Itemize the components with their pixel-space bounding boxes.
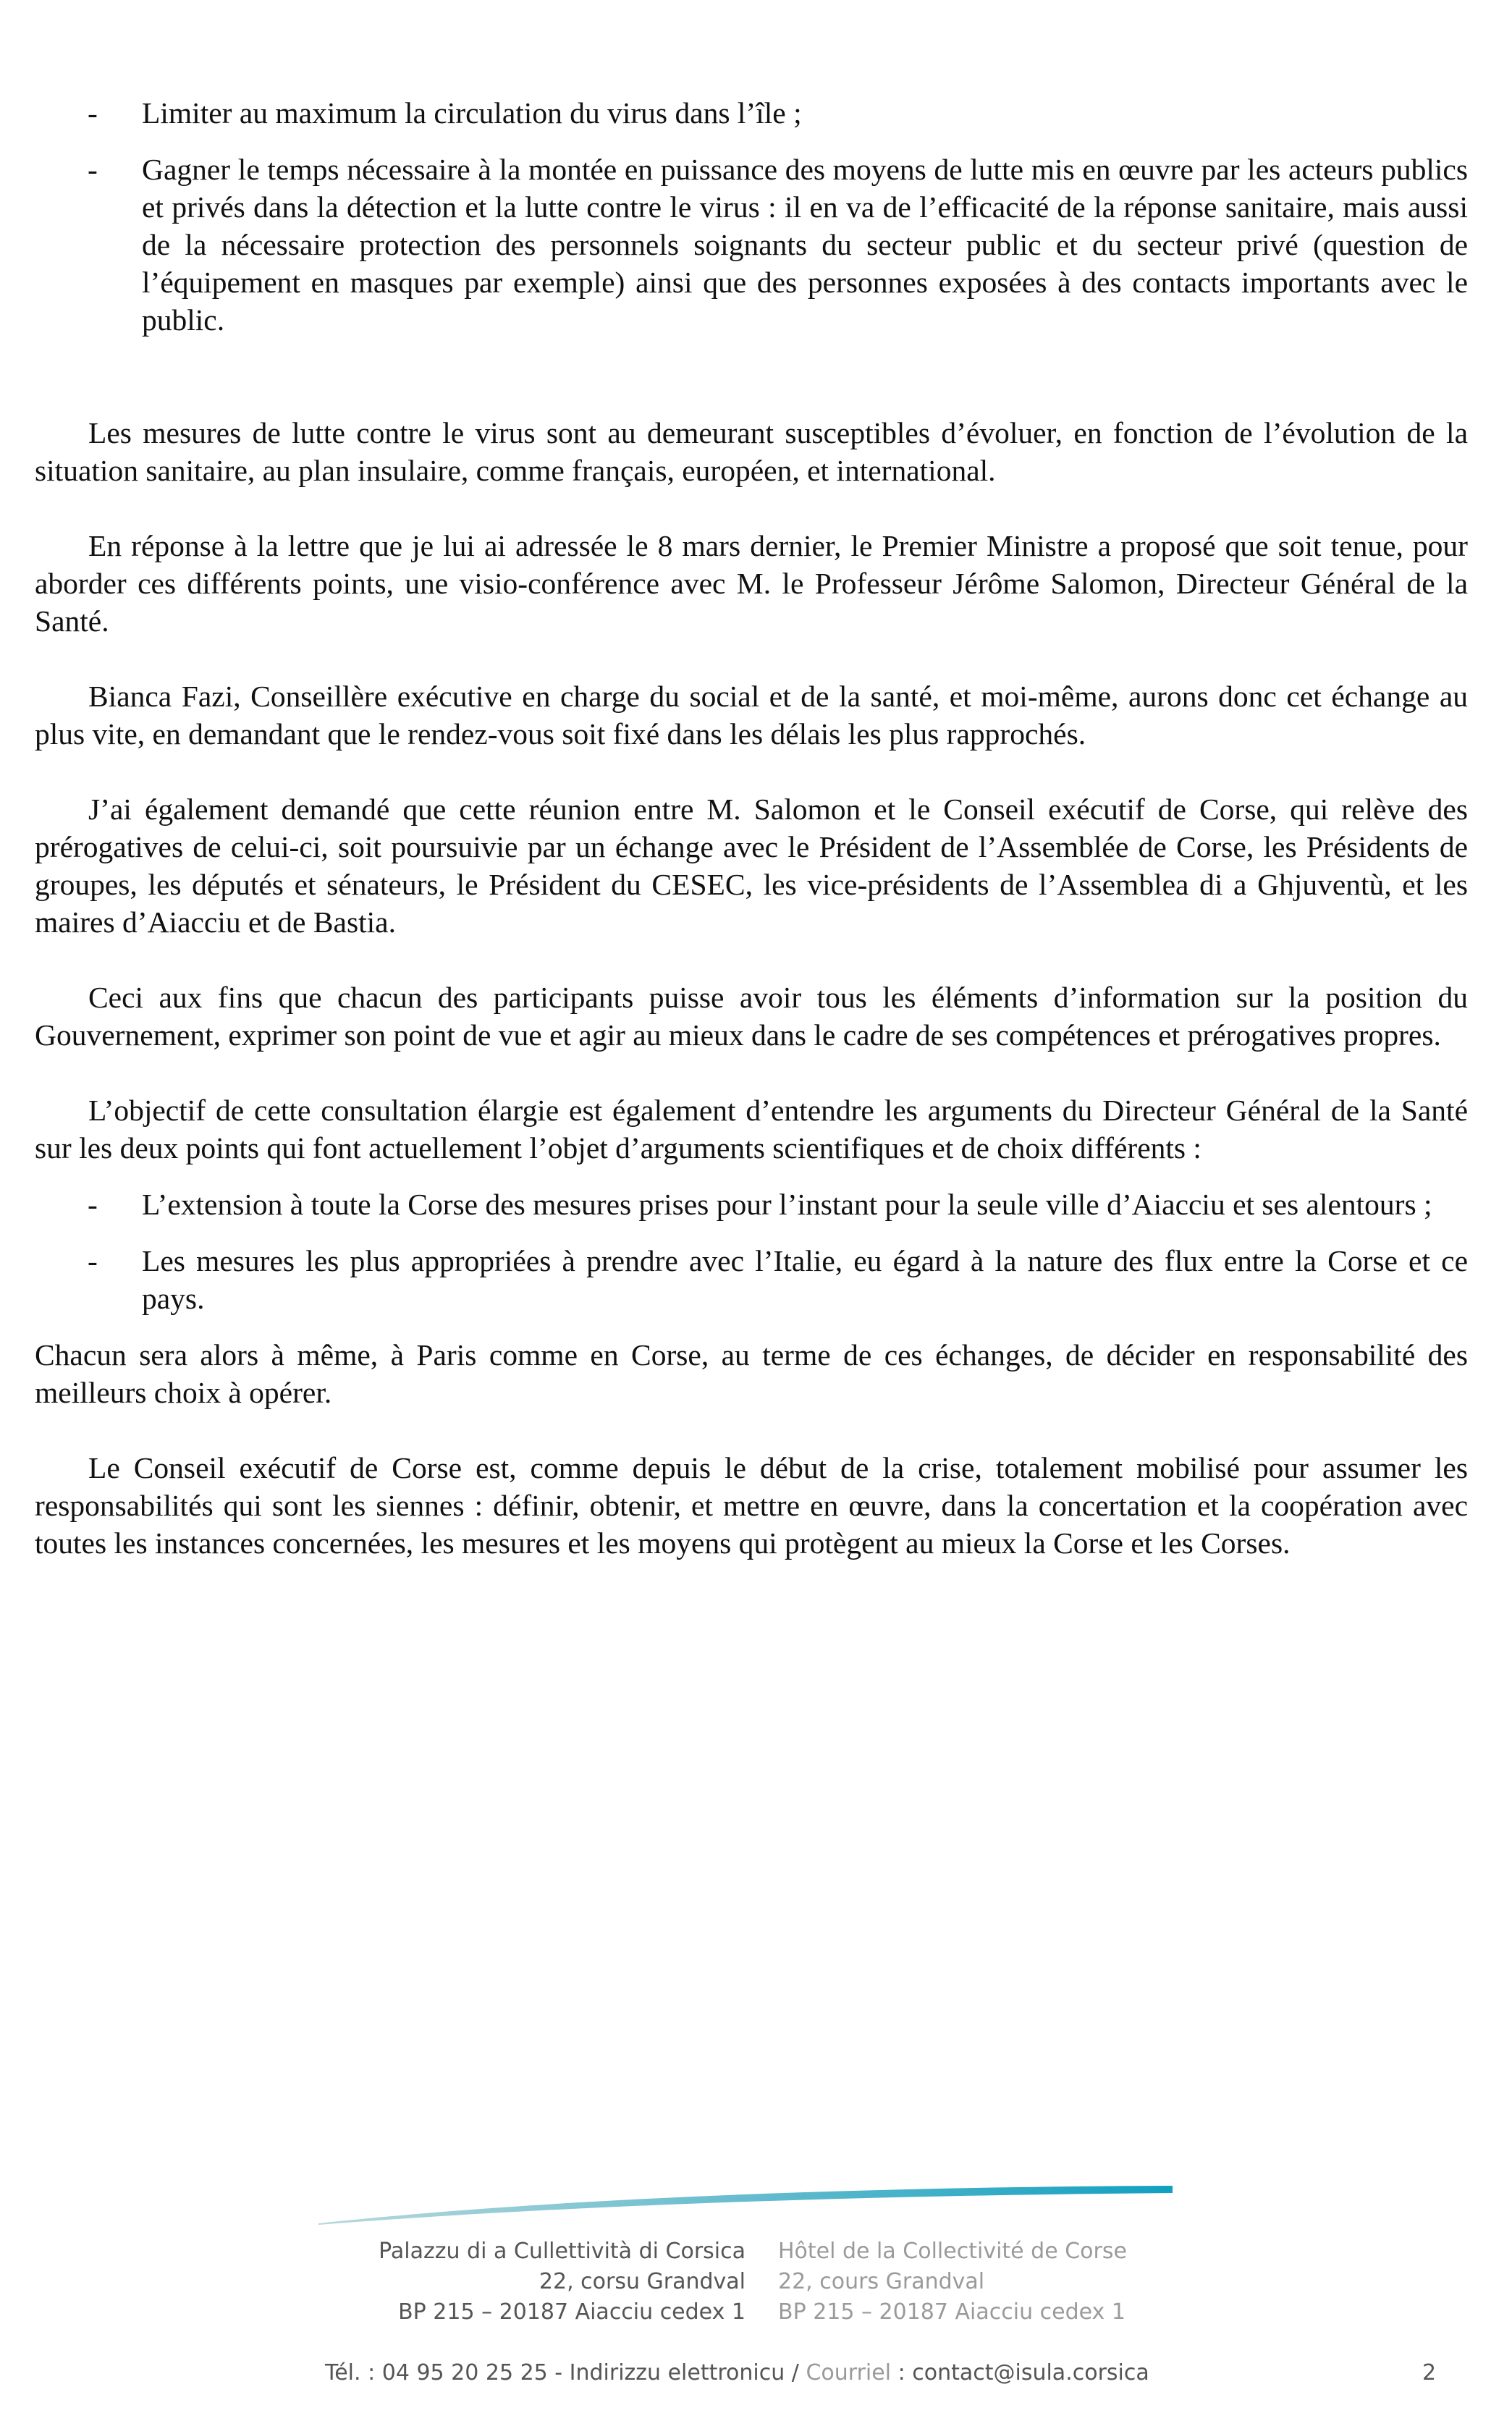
email-address: : contact@isula.corsica bbox=[891, 2360, 1149, 2385]
letter-body bbox=[35, 94, 1468, 1599]
list-item bbox=[35, 151, 1468, 339]
list-item bbox=[35, 1242, 1468, 1317]
address-line: 22, cours Grandval bbox=[778, 2269, 985, 2294]
bullet-dash: - bbox=[88, 1188, 98, 1221]
paragraph: En réponse à la lettre que je lui ai adressée le 8 mars dernier, le Premier Ministre a proposé que soit tenue, pour aborder ces différents points, une visio-conférence avec M. le Professeur Jérôme Salomon, Directeur Général de la Santé. bbox=[35, 529, 1468, 638]
paragraph: J’ai également demandé que cette réunion entre M. Salomon et le Conseil exécutif de Corse, qui relève des prérogatives de celui-ci, soit poursuivie par un échange avec le Président de l’Assemblée de Corse, les Présidents de groupes, les députés et sénateurs, le Président du CESEC, les vice-présidents de l’Assemblea di a Ghjuventù, et les maires d’Aiacciu et de Bastia. bbox=[35, 793, 1468, 939]
paragraph: Le Conseil exécutif de Corse est, comme depuis le début de la crise, totalement mobilisé pour assumer les responsabilités qui sont les siennes : définir, obtenir, et mettre en œuvre, dans la concertation et la coopération avec toutes les instances concernées, les mesures et les moyens qui protègent au mieux la Corse et les Corses. bbox=[35, 1451, 1468, 1560]
courriel-label: Courriel bbox=[806, 2360, 892, 2385]
page-number: 2 bbox=[1422, 2360, 1437, 2385]
address-french bbox=[778, 2236, 1285, 2328]
contact-line bbox=[325, 2358, 1149, 2388]
bullet-list-objectives bbox=[35, 94, 1468, 339]
address-line: BP 215 – 20187 Aiacciu cedex 1 bbox=[398, 2299, 746, 2325]
bullet-text: Gagner le temps nécessaire à la montée en puissance des moyens de lutte mis en œuvre par les acteurs publics et privés dans la détection et la lutte contre le virus : il en va de l’efficacité de la réponse sanitaire, mais aussi de la nécessaire protection des personnels soignants du secteur public et du secteur privé (question de l’équipement en masques par exemple) ainsi que des personnes exposées à des contacts importants avec le public. bbox=[142, 153, 1468, 337]
phone-label: Tél. : 04 95 20 25 25 - Indirizzu elettronicu / bbox=[325, 2360, 806, 2385]
address-line: Palazzu di a Cullettività di Corsica bbox=[379, 2239, 746, 2264]
paragraph: Bianca Fazi, Conseillère exécutive en charge du social et de la santé, et moi-même, aurons donc cet échange au plus vite, en demandant que le rendez-vous soit fixé dans les délais les plus rapprochés. bbox=[35, 680, 1468, 751]
address-corsican bbox=[275, 2236, 746, 2328]
bullet-text: L’extension à toute la Corse des mesures prises pour l’instant pour la seule ville d’Aiacciu et ses alentours ; bbox=[142, 1188, 1432, 1221]
bullet-text: Les mesures les plus appropriées à prendre avec l’Italie, eu égard à la nature des flux entre la Corse et ce pays. bbox=[142, 1244, 1468, 1315]
paragraph: Les mesures de lutte contre le virus sont au demeurant susceptibles d’évoluer, en fonction de l’évolution de la situation sanitaire, au plan insulaire, comme français, européen, et international. bbox=[35, 416, 1468, 487]
paragraph: Ceci aux fins que chacun des participants puisse avoir tous les éléments d’information sur la position du Gouvernement, exprimer son point de vue et agir au mieux dans le cadre de ses compétences et prérogatives propres. bbox=[35, 981, 1468, 1052]
bullet-dash: - bbox=[88, 1244, 98, 1277]
list-item bbox=[35, 94, 1468, 132]
bullet-list-points bbox=[35, 1186, 1468, 1317]
footer-swoosh-graphic bbox=[318, 2179, 1173, 2229]
address-line: 22, corsu Grandval bbox=[539, 2269, 746, 2294]
paragraph: Chacun sera alors à même, à Paris comme en Corse, au terme de ces échanges, de décider en responsabilité des meilleurs choix à opérer. bbox=[35, 1338, 1468, 1409]
list-item bbox=[35, 1186, 1468, 1223]
paragraph: L’objectif de cette consultation élargie est également d’entendre les arguments du Directeur Général de la Santé sur les deux points qui font actuellement l’objet d’arguments scientifiques et de choix différents : bbox=[35, 1094, 1468, 1165]
bullet-text: Limiter au maximum la circulation du virus dans l’île ; bbox=[142, 96, 802, 130]
bullet-dash: - bbox=[88, 96, 98, 130]
address-line: BP 215 – 20187 Aiacciu cedex 1 bbox=[778, 2299, 1125, 2325]
address-line: Hôtel de la Collectivité de Corse bbox=[778, 2239, 1127, 2264]
bullet-dash: - bbox=[88, 153, 98, 186]
